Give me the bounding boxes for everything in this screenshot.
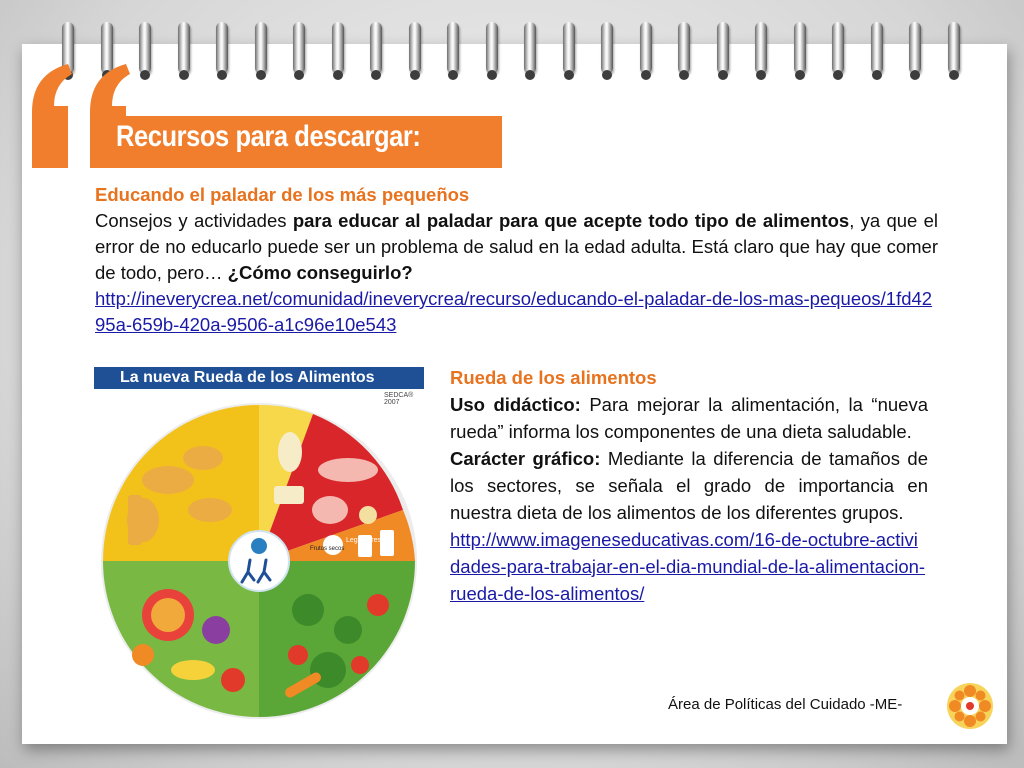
section2-caracter	[450, 445, 928, 526]
binding-ring	[139, 22, 151, 74]
binding-ring	[601, 22, 613, 74]
section1-question: ¿Cómo conseguirlo?	[227, 262, 413, 283]
binding-ring	[370, 22, 382, 74]
section1-text-a: Consejos y actividades	[95, 210, 293, 231]
caracter-text: Mediante la diferencia de tamaños de los sectores, se señala el grado de importancia en nuestra dieta de los alimentos de los diferentes grupos.	[450, 448, 929, 523]
binding-ring	[524, 22, 536, 74]
caracter-label: Carácter gráfico:	[450, 448, 601, 469]
spiral-binding	[0, 22, 1024, 82]
binding-ring	[832, 22, 844, 74]
binding-ring	[255, 22, 267, 74]
flower-logo-icon	[946, 682, 994, 730]
section1-text-c: , ya que el error de no educarlo puede ser un problema de salud en la edad adulta. Está claro que hay que comer de todo, pero…	[95, 210, 938, 283]
label-legumbres: Legumbres	[346, 537, 382, 544]
binding-ring	[293, 22, 305, 74]
section1-paragraph	[95, 208, 938, 286]
binding-ring	[909, 22, 921, 74]
binding-ring	[178, 22, 190, 74]
section1-link[interactable]: http://ineverycrea.net/comunidad/ineverycrea/recurso/educando-el-paladar-de-los-mas-pequeos/1fd4295a-659b-420a-9506-a1c96e10e543	[95, 288, 933, 335]
binding-ring	[948, 22, 960, 74]
section2-heading: Rueda de los alimentos	[450, 367, 657, 388]
image-banner-title: La nueva Rueda de los Alimentos	[120, 369, 375, 386]
page-title: Recursos para descargar:	[116, 120, 421, 153]
binding-ring	[755, 22, 767, 74]
binding-ring	[717, 22, 729, 74]
binding-ring	[678, 22, 690, 74]
binding-ring	[216, 22, 228, 74]
section2-link[interactable]: http://www.imageneseducativas.com/16-de-octubre-actividades-para-trabajar-en-el-dia-mundial-de-la-alimentacion-rueda-de-los-alimentos/	[450, 529, 926, 604]
section1-heading: Educando el paladar de los más pequeños	[95, 184, 470, 205]
footer-text: Área de Políticas del Cuidado -ME-	[668, 696, 903, 713]
wheel-sector-vegetables	[259, 561, 415, 717]
section-educando	[95, 182, 938, 338]
uso-text: Para mejorar la alimentación, la “nueva rueda” informa los componentes de una dieta saludable.	[450, 394, 928, 442]
food-wheel-diagram	[98, 400, 420, 722]
binding-ring	[486, 22, 498, 74]
binding-ring	[640, 22, 652, 74]
binding-ring	[871, 22, 883, 74]
water-drop-icon	[251, 538, 267, 554]
binding-ring	[332, 22, 344, 74]
binding-ring	[447, 22, 459, 74]
wheel-sector-fruits	[103, 561, 259, 717]
food-wheel-image	[94, 362, 424, 728]
uso-label: Uso didáctico:	[450, 394, 581, 415]
section1-text-bold: para educar al paladar para que acepte todo tipo de alimentos	[292, 210, 850, 231]
binding-ring	[563, 22, 575, 74]
label-frutos-secos: Frutos secos	[310, 546, 345, 552]
section2-uso	[450, 391, 928, 445]
binding-ring	[409, 22, 421, 74]
image-banner	[94, 367, 424, 389]
image-credit: SEDCA® 2007	[384, 392, 414, 406]
section-rueda	[450, 364, 928, 607]
binding-ring	[794, 22, 806, 74]
